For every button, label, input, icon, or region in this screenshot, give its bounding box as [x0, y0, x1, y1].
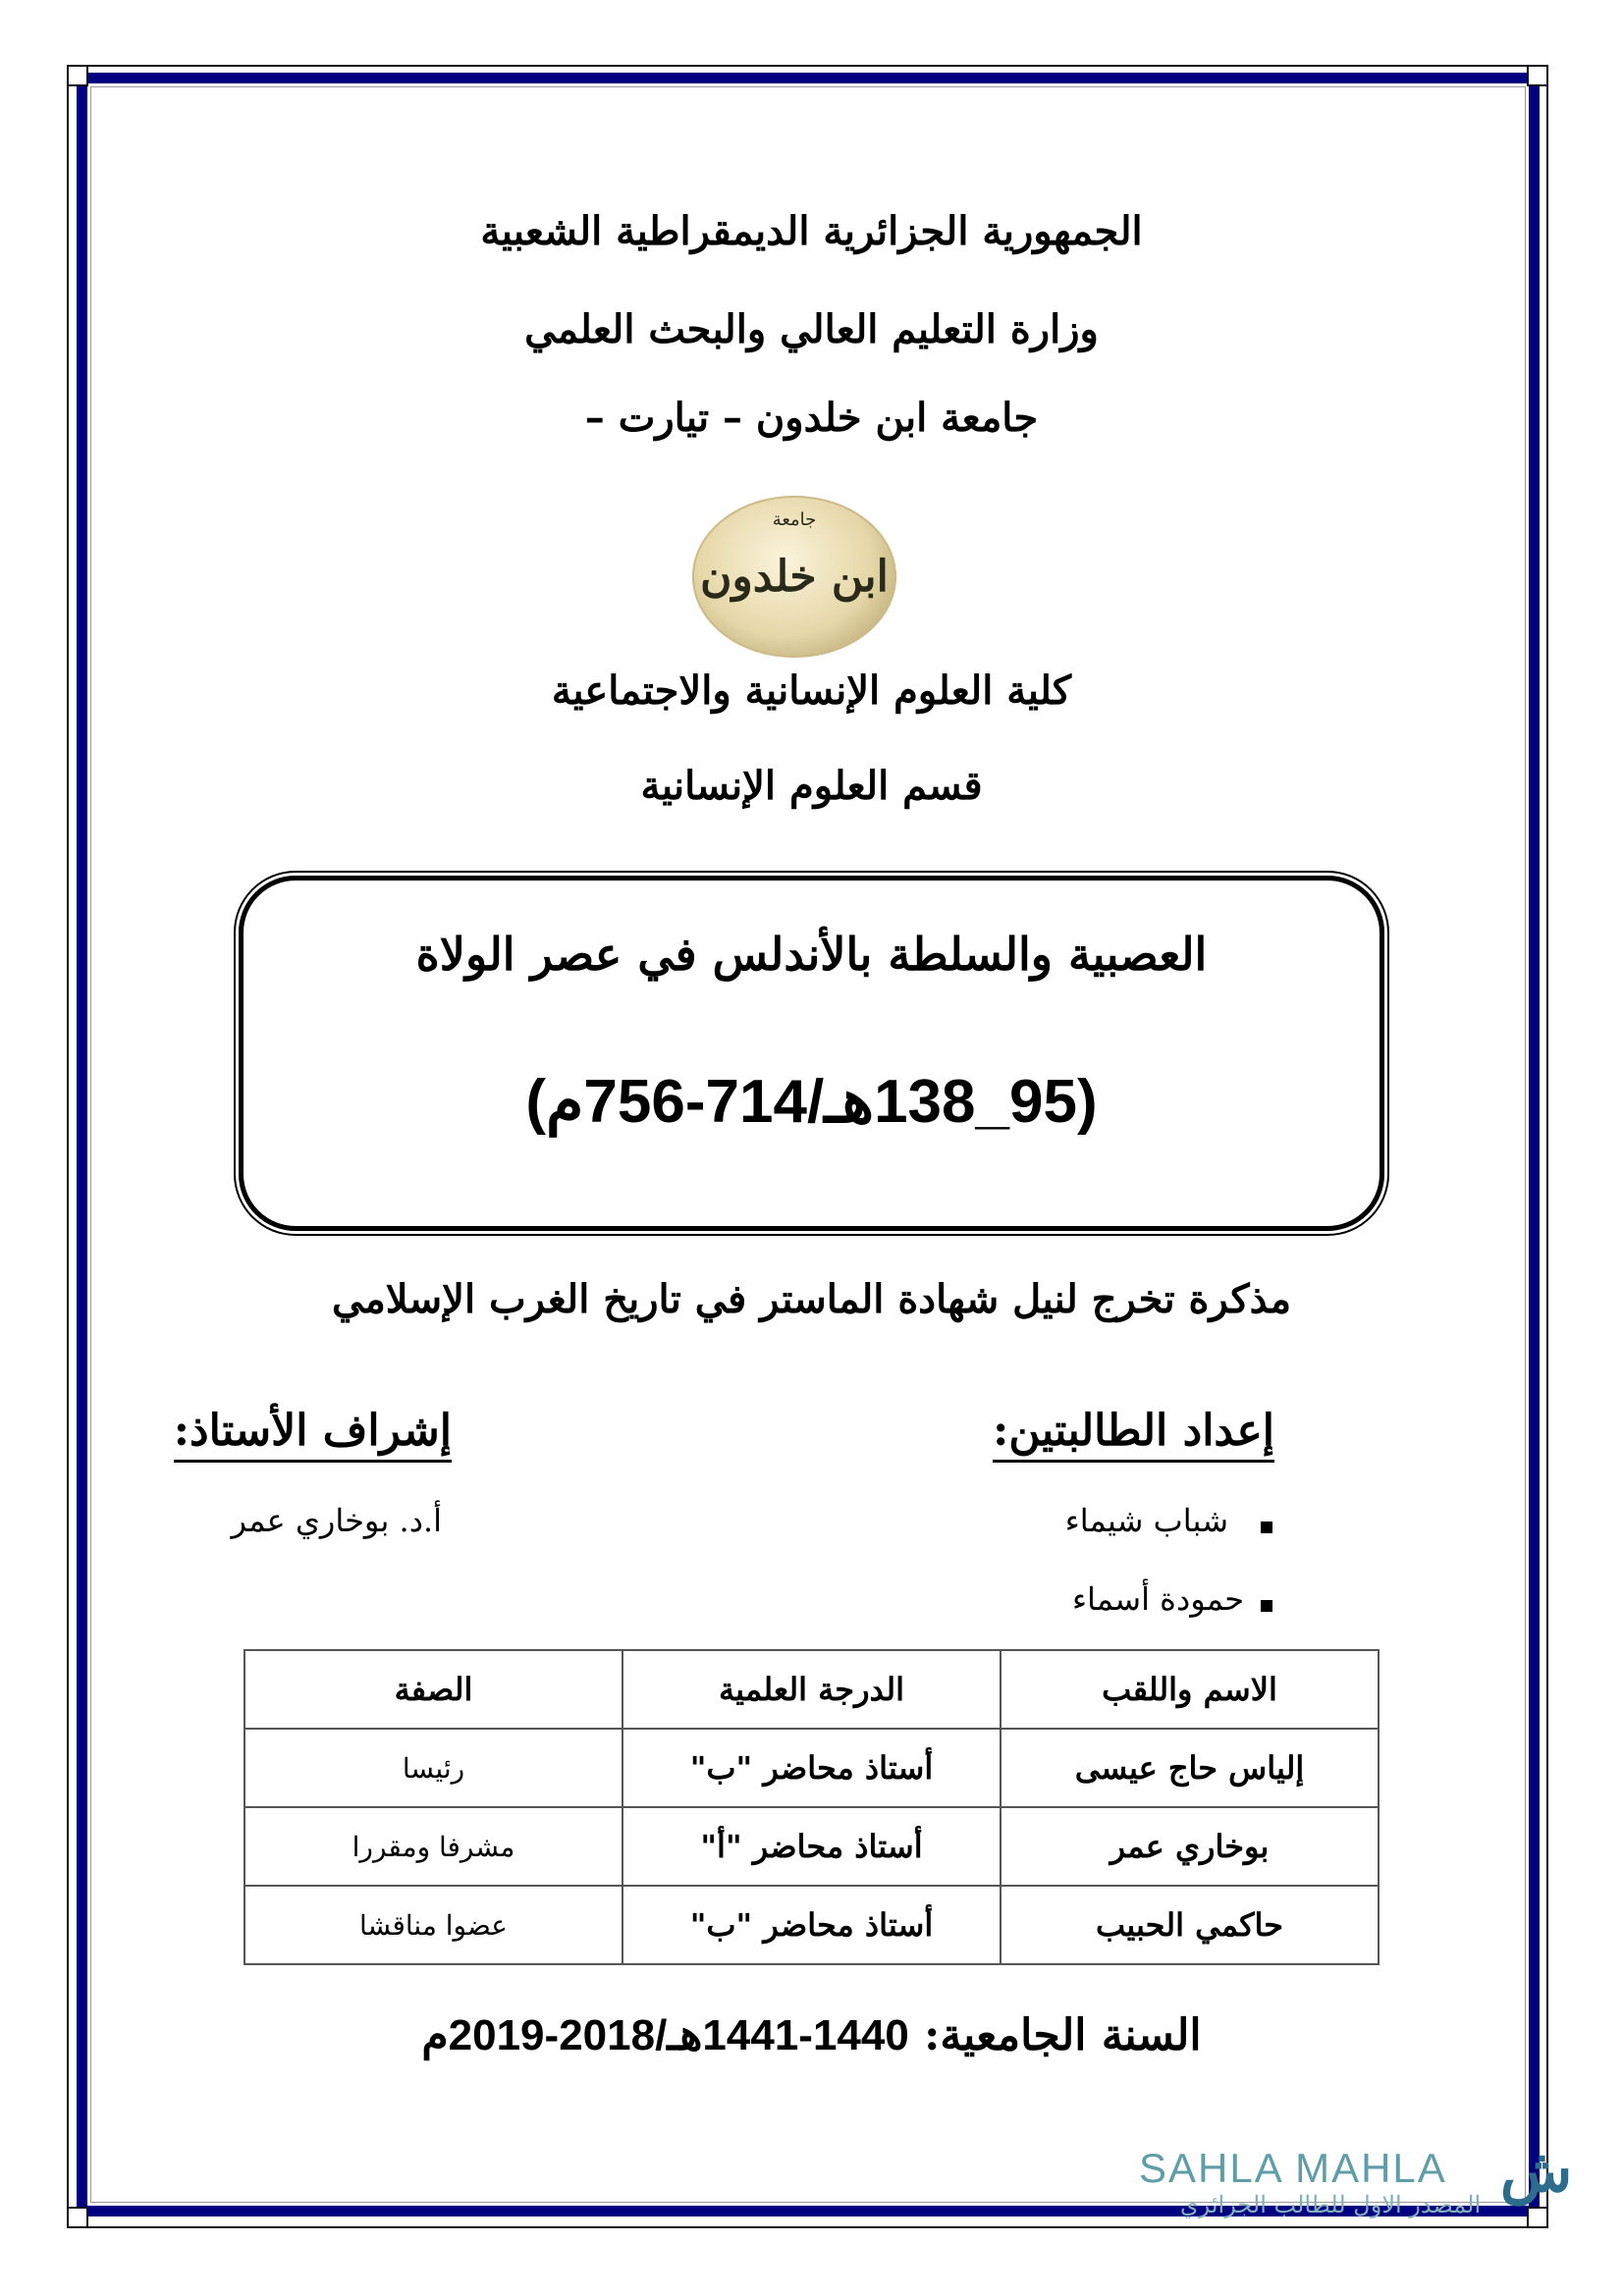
bullet-icon: [1261, 1600, 1272, 1612]
academic-year: [0, 2010, 1623, 2060]
thesis-title: العصبية والسلطة بالأندلس في عصر الولاة: [415, 928, 1208, 981]
header-name: الاسم واللقب: [1001, 1650, 1379, 1729]
thesis-dates: (95_138هـ/714-756م): [525, 1068, 1098, 1136]
supervisor-name: أ.د. بوخاري عمر: [231, 1502, 442, 1539]
table-header-row: [244, 1650, 1379, 1729]
seal-text: ابن خلدون: [700, 552, 889, 602]
jury-name: بوخاري عمر: [1001, 1807, 1379, 1886]
jury-name: حاكمي الحبيب: [1001, 1886, 1379, 1964]
table-row: [244, 1807, 1379, 1886]
student-name: حمودة أسماء: [1072, 1580, 1244, 1618]
frame-corner: [67, 65, 88, 86]
jury-role: رئيسا: [244, 1729, 622, 1807]
department-name: قسم العلوم الإنسانية: [640, 763, 983, 809]
memo-description: مذكرة تخرج لنيل شهادة الماستر في تاريخ الغرب الإسلامي: [332, 1276, 1291, 1322]
jury-role: عضوا مناقشا: [244, 1886, 622, 1964]
watermark-calligraphy-icon: ش: [1500, 2137, 1573, 2206]
student-name: شباب شيماء: [1064, 1502, 1228, 1539]
jury-rank: أستاذ محاضر "ب": [622, 1886, 1001, 1964]
header-role: الصفة: [244, 1650, 622, 1729]
table-row: [244, 1729, 1379, 1807]
jury-rank: أستاذ محاضر "أ": [622, 1807, 1001, 1886]
supervisor-heading: إشراف الأستاذ:: [174, 1406, 452, 1463]
frame-corner: [67, 2207, 88, 2228]
academic-year-value: 1440-1441هـ/2018-2019م: [421, 2011, 909, 2059]
faculty-name: كلية العلوم الإنسانية والاجتماعية: [551, 667, 1072, 714]
students-heading: إعداد الطالبتين:: [993, 1406, 1274, 1463]
watermark-tagline: المصدر الاول للطالب الجزائري: [1179, 2191, 1482, 2218]
academic-year-label: السنة الجامعية:: [924, 2010, 1202, 2060]
seal-ring-text: جامعة: [772, 509, 817, 530]
jury-rank: أستاذ محاضر "ب": [622, 1729, 1001, 1807]
university-seal-logo: [692, 496, 896, 658]
jury-role: مشرفا ومقررا: [244, 1807, 622, 1886]
jury-name: إلياس حاج عيسى: [1001, 1729, 1379, 1807]
table-row: [244, 1886, 1379, 1964]
header-rank: الدرجة العلمية: [622, 1650, 1001, 1729]
frame-corner: [1527, 65, 1548, 86]
university-name: جامعة ابن خلدون – تيارت –: [584, 395, 1039, 441]
bullet-icon: [1261, 1522, 1272, 1533]
ministry-name: وزارة التعليم العالي والبحث العلمي: [524, 306, 1099, 352]
watermark-brand: SAHLA MAHLA: [1139, 2145, 1447, 2191]
jury-table: [243, 1649, 1380, 1965]
republic-name: الجمهورية الجزائرية الديمقراطية الشعبية: [480, 208, 1143, 254]
